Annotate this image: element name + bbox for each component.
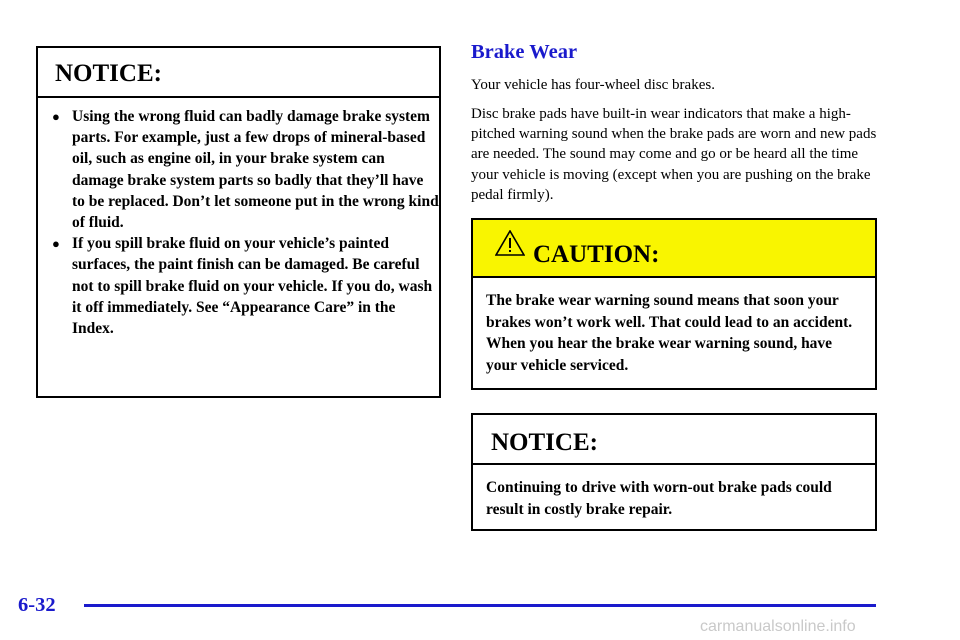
bullet-icon: ● <box>52 236 60 252</box>
caution-box <box>471 218 877 390</box>
bullet-icon: ● <box>52 109 60 124</box>
detail-paragraph: Disc brake pads have built-in wear indicators that make a high-pitched warning sound when the brake pads are worn and new pads are needed. The sound may come and go or be heard all the time your vehicle is moving (except when you are pushing on the brake pedal firmly). <box>471 106 877 203</box>
right-notice-box <box>471 413 877 531</box>
caution-header <box>473 220 875 278</box>
left-notice-box <box>36 46 441 398</box>
left-notice-heading: NOTICE: <box>38 48 439 98</box>
footer-rule <box>84 604 876 607</box>
caution-body: The brake wear warning sound means that soon your brakes won’t work well. That could lead to an accident. When you hear the brake wear warning sound, have your vehicle serviced. <box>486 292 853 374</box>
list-item-text: If you spill brake fluid on your vehicle’s painted surfaces, the paint finish can be damaged. Be careful not to spill brake fluid on your vehicle. If you do, wash it off immediately. See “Appearance Care” in the Index. <box>72 235 433 338</box>
left-notice-list <box>38 98 439 339</box>
right-notice-heading: NOTICE: <box>473 415 875 465</box>
list-item <box>52 106 439 233</box>
right-notice-body: Continuing to drive with worn-out brake pads could result in costly brake repair. <box>486 479 832 518</box>
list-item <box>52 233 439 339</box>
caution-heading: CAUTION: <box>533 241 660 268</box>
watermark: carmanualsonline.info <box>700 618 856 635</box>
section-title: Brake Wear <box>471 41 578 63</box>
list-item-text: Using the wrong fluid can badly damage brake system parts. For example, just a few drops of mineral-based oil, such as engine oil, in your brake system can damage brake system parts so badly that they’ll have to be replaced. Don’t let someone put in the wrong kind of fluid. <box>72 108 439 232</box>
warning-triangle-icon <box>495 230 525 256</box>
intro-paragraph: Your vehicle has four-wheel disc brakes. <box>471 77 715 93</box>
page-number: 6-32 <box>18 594 56 616</box>
